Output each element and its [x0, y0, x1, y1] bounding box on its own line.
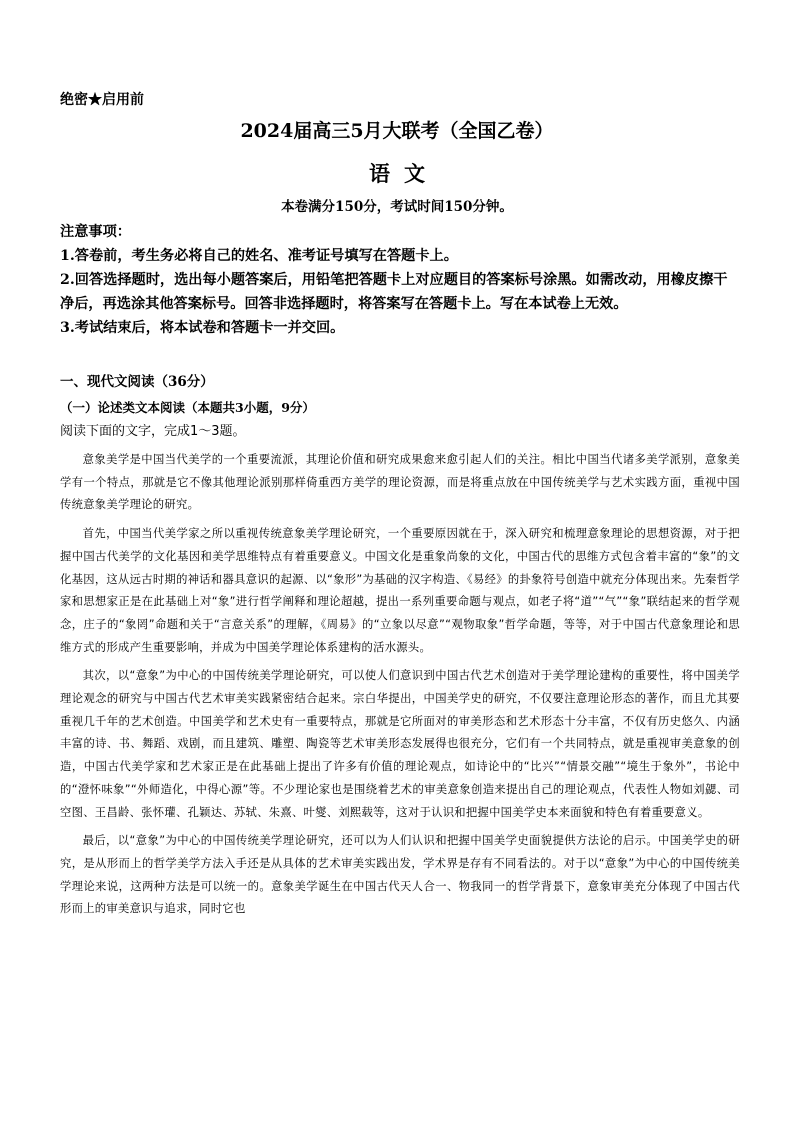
section-title: 一、现代文阅读（36分） [60, 374, 214, 390]
passage-paragraph: 意象美学是中国当代美学的一个重要流派，其理论价值和研究成果愈来愈引起人们的关注。相比中国当代诸多美学派别，意象美学有一个特点，那就是它不像其他理论派别那样倚重西方美学的理论资源，而是将重点放在中国传统美学与艺术实践方面，重视中国传统意象美学理论的研究。 [60, 453, 740, 512]
notice-item: 1.答卷前，考生务必将自己的姓名、准考证号填写在答题卡上。 [60, 248, 458, 264]
confidential-label: 绝密★启用前 [60, 92, 144, 108]
notice-heading: 注意事项： [60, 224, 131, 240]
passage-paragraph: 其次，以“意象”为中心的中国传统美学理论研究，可以使人们意识到中国古代艺术创造对于美学理论建构的重要性，将中国美学理论观念的研究与中国古代艺术审美实践紧密结合起来。宗白华提出，中国美学史的研究，不仅要注意理论形态的著作，而且尤其要重视几千年的艺术创造。中国美学和艺术史有一重要特点，那就是它所面对的审美形态和艺术形态十分丰富，不仅有历史悠久、内涵丰富的诗、书、舞蹈、戏剧，而且建筑、雕塑、陶瓷等艺术审美形态发展得也很充分，它们有一个共同特点，就是重视审美意象的创造，中国古代美学家和艺术家正是在此基础上提出了许多有价值的理论观点，如诗论中的“比兴”“情景交融”“境生于象外”，书论中的“澄怀味象”“外师造化，中得心源”等。不少理论家也是围绕着艺术的审美意象创造来提出自己的理论观点，代表性人物如刘勰、司空图、王昌龄、张怀瓘、孔颖达、苏轼、朱熹、叶燮、刘熙载等，这对于认识和把握中国美学史本来面貌和特色有着重要意义。 [60, 669, 740, 819]
reading-passage [60, 449, 740, 927]
exam-info: 本卷满分150分，考试时间150分钟。 [281, 199, 513, 215]
notice-block [60, 220, 740, 340]
notice-item: 3.考试结束后，将本试卷和答题卡一并交回。 [60, 320, 345, 336]
passage-paragraph: 最后，以“意象”为中心的中国传统美学理论研究，还可以为人们认识和把握中国美学史面貌提供方法论的启示。中国美学史的研究，是从形而上的哲学美学方法入手还是从具体的艺术审美实践出发，学术界是存有不同看法的。对于以“意象”为中心的中国传统美学理论来说，这两种方法是可以统一的。意象美学诞生在中国古代天人合一、物我同一的哲学背景下，意象审美充分体现了中国古代形而上的审美意识与追求，同时它也 [60, 834, 740, 916]
notice-item: 2.回答选择题时，选出每小题答案后，用铅笔把答题卡上对应题目的答案标号涂黑。如需改动，用橡皮擦干净后，再选涂其他答案标号。回答非选择题时，将答案写在答题卡上。写在本试卷上无效。 [60, 272, 728, 312]
exam-title: 2024届高三5月大联考（全国乙卷） [240, 120, 554, 142]
subsection-title: （一）论述类文本阅读（本题共3小题，9分） [60, 400, 315, 415]
subject-title: 语文 [369, 161, 439, 186]
reading-instruction: 阅读下面的文字，完成1～3题。 [60, 424, 246, 439]
passage-paragraph: 首先，中国当代美学家之所以重视传统意象美学理论研究，一个重要原因就在于，深入研究和梳理意象理论的思想资源，对于把握中国古代美学的文化基因和美学思维特点有着重要意义。中国文化是重象尚象的文化，中国古代的思维方式包含着丰富的“象”的文化基因，这从远古时期的神话和器具意识的起源、以“象形”为基础的汉字构造、《易经》的卦象符号创造中就充分体现出来。先秦哲学家和思想家正是在此基础上对“象”进行哲学阐释和理论超越，提出一系列重要命题与观点，如老子将“道”“气”“象”联结起来的哲学观念，庄子的“象罔”命题和关于“言意关系”的理解，《周易》的“立象以尽意”“观物取象”哲学命题，等等，对于中国古代意象理论和思维方式的形成产生重要影响，并成为中国美学理论体系建构的活水源头。 [60, 527, 740, 654]
